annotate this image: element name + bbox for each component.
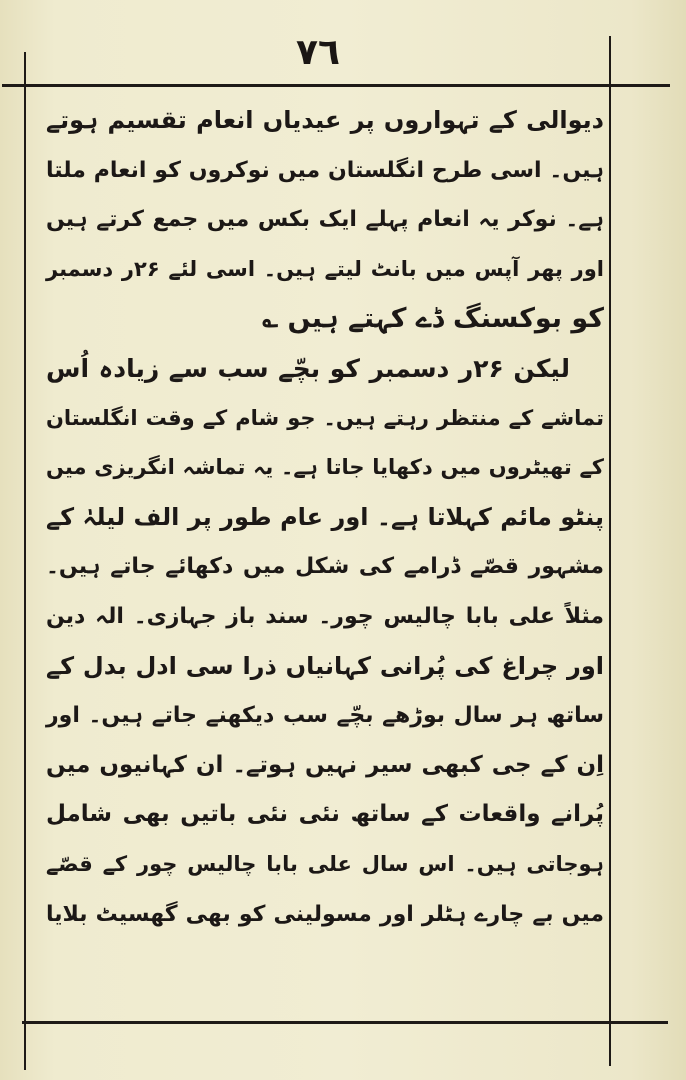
text-line: کے تھیٹروں میں دکھایا جاتا ہے۔ یہ تماشہ انگریزی میں [46,455,604,480]
page-number: ٧٦ [296,32,340,73]
text-line: ہے۔ نوکر یہ انعام پہلے ایک بکس میں جمع کرتے ہیں [46,207,604,233]
bottom-rule [22,1021,668,1024]
text-line: ساتھ ہر سال بوڑھے بچّے سب دیکھنے جاتے ہیں۔ اور [46,703,604,729]
text-line: دیوالی کے تہواروں پر عیدیاں انعام تقسیم ہوتے [46,106,604,134]
text-line: اور چراغ کی پُرانی کہانیاں ذرا سی ادل بدل کے [46,651,604,680]
body-text [40,96,610,1016]
text-line: ہوجاتی ہیں۔ اس سال علی بابا چالیس چور کے قصّے [46,851,604,876]
top-rule [2,84,670,87]
text-line: پنٹو مائم کہلاتا ہے۔ اور عام طور پر الف لیلہٰ کے [46,502,604,531]
text-line: کو بوکسنگ ڈے کہتے ہیں ؎ [262,303,604,335]
text-line: لیکن ۲۶ر دسمبر کو بچّے سب سے زیادہ اُس [46,353,570,383]
text-line: اِن کے جی کبھی سیر نہیں ہوتے۔ ان کہانیوں میں [46,751,604,778]
text-line: تماشے کے منتظر رہتے ہیں۔ جو شام کے وقت انگلستان [46,405,604,430]
text-line: پُرانے واقعات کے ساتھ نئی نئی باتیں بھی شامل [46,801,604,828]
text-line: مشہور قصّے ڈرامے کی شکل میں دکھائے جاتے ہیں۔ [46,554,604,580]
text-line: اور پھر آپس میں بانٹ لیتے ہیں۔ اسی لئے ۲۶ر دسمبر [46,256,604,281]
text-line: ہیں۔ اسی طرح انگلستان میں نوکروں کو انعام ملتا [46,157,604,183]
left-rule [24,52,26,1070]
text-line: مثلاً علی بابا چالیس چور۔ سند باز جہازی۔ الہ دین [46,603,604,629]
text-line: میں بے چارے ہٹلر اور مسولینی کو بھی گھسیٹ بلایا [46,901,604,927]
